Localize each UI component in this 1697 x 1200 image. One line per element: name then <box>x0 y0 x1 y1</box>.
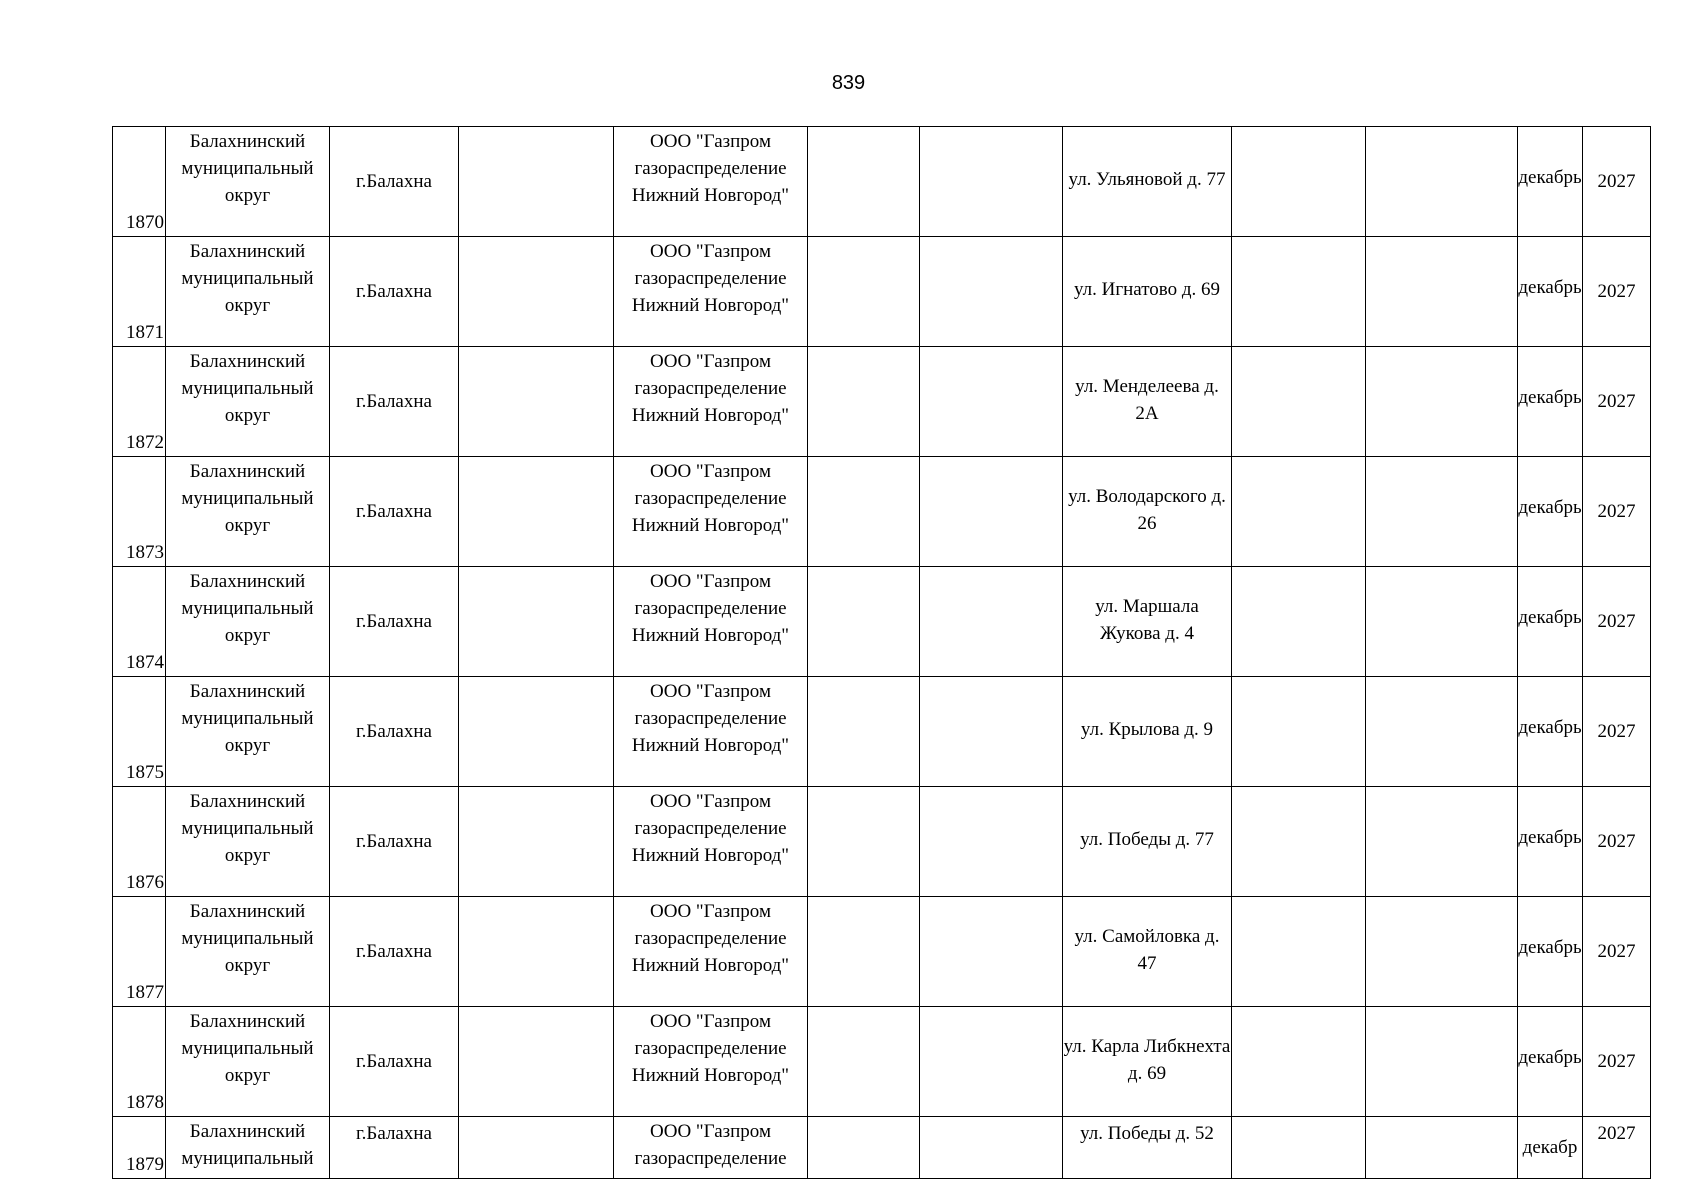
organization-cell: ООО "Газпром газораспределение Нижний Новгород" <box>614 897 808 1007</box>
empty-cell <box>1366 1117 1518 1179</box>
organization-cell: ООО "Газпром газораспределение <box>614 1117 808 1179</box>
empty-cell <box>808 677 920 787</box>
empty-cell <box>459 347 614 457</box>
empty-cell <box>808 567 920 677</box>
month-cell: декабрь <box>1518 677 1583 787</box>
address-cell: ул. Победы д. 52 <box>1063 1117 1232 1179</box>
empty-cell <box>459 1007 614 1117</box>
year-cell: 2027 <box>1583 677 1651 787</box>
table-body <box>113 127 1651 1179</box>
empty-cell <box>1232 457 1366 567</box>
organization-cell: ООО "Газпром газораспределение Нижний Новгород" <box>614 567 808 677</box>
municipality-cell: Балахнинский муниципальный округ <box>166 677 330 787</box>
empty-cell <box>920 127 1063 237</box>
address-cell: ул. Володарского д. 26 <box>1063 457 1232 567</box>
city-cell: г.Балахна <box>330 897 459 1007</box>
address-cell: ул. Карла Либкнехта д. 69 <box>1063 1007 1232 1117</box>
empty-cell <box>1366 457 1518 567</box>
month-cell: декабр <box>1518 1117 1583 1179</box>
empty-cell <box>1232 567 1366 677</box>
empty-cell <box>808 1007 920 1117</box>
city-cell: г.Балахна <box>330 677 459 787</box>
empty-cell <box>920 1117 1063 1179</box>
municipality-cell: Балахнинский муниципальный округ <box>166 1007 330 1117</box>
empty-cell <box>920 1007 1063 1117</box>
year-cell: 2027 <box>1583 347 1651 457</box>
empty-cell <box>459 897 614 1007</box>
organization-cell: ООО "Газпром газораспределение Нижний Новгород" <box>614 347 808 457</box>
organization-cell: ООО "Газпром газораспределение Нижний Новгород" <box>614 677 808 787</box>
table-row <box>113 897 1651 1007</box>
empty-cell <box>459 787 614 897</box>
empty-cell <box>1232 347 1366 457</box>
organization-cell: ООО "Газпром газораспределение Нижний Новгород" <box>614 1007 808 1117</box>
table-row <box>113 457 1651 567</box>
municipality-cell: Балахнинский муниципальный округ <box>166 897 330 1007</box>
organization-cell: ООО "Газпром газораспределение Нижний Новгород" <box>614 457 808 567</box>
empty-cell <box>920 457 1063 567</box>
year-cell: 2027 <box>1583 1007 1651 1117</box>
year-cell: 2027 <box>1583 567 1651 677</box>
row-number: 1875 <box>113 677 166 787</box>
month-cell: декабрь <box>1518 1007 1583 1117</box>
table-row <box>113 237 1651 347</box>
table-row <box>113 1007 1651 1117</box>
year-cell: 2027 <box>1583 787 1651 897</box>
registry-table <box>112 126 1651 1179</box>
address-cell: ул. Самойловка д. 47 <box>1063 897 1232 1007</box>
organization-cell: ООО "Газпром газораспределение Нижний Новгород" <box>614 127 808 237</box>
empty-cell <box>1366 1007 1518 1117</box>
empty-cell <box>1366 787 1518 897</box>
empty-cell <box>808 787 920 897</box>
empty-cell <box>808 897 920 1007</box>
empty-cell <box>1366 897 1518 1007</box>
city-cell: г.Балахна <box>330 1117 459 1179</box>
address-cell: ул. Игнатово д. 69 <box>1063 237 1232 347</box>
empty-cell <box>1232 1117 1366 1179</box>
empty-cell <box>1366 347 1518 457</box>
empty-cell <box>1232 897 1366 1007</box>
row-number: 1876 <box>113 787 166 897</box>
municipality-cell: Балахнинский муниципальный округ <box>166 567 330 677</box>
municipality-cell: Балахнинский муниципальный <box>166 1117 330 1179</box>
month-cell: декабрь <box>1518 127 1583 237</box>
city-cell: г.Балахна <box>330 1007 459 1117</box>
organization-cell: ООО "Газпром газораспределение Нижний Новгород" <box>614 787 808 897</box>
month-cell: декабрь <box>1518 787 1583 897</box>
page-number: 839 <box>831 72 866 94</box>
address-cell: ул. Менделеева д. 2А <box>1063 347 1232 457</box>
table-row <box>113 567 1651 677</box>
empty-cell <box>920 897 1063 1007</box>
row-number: 1870 <box>113 127 166 237</box>
empty-cell <box>1232 237 1366 347</box>
empty-cell <box>808 457 920 567</box>
city-cell: г.Балахна <box>330 127 459 237</box>
empty-cell <box>808 127 920 237</box>
empty-cell <box>459 567 614 677</box>
year-cell: 2027 <box>1583 1117 1651 1179</box>
year-cell: 2027 <box>1583 897 1651 1007</box>
municipality-cell: Балахнинский муниципальный округ <box>166 237 330 347</box>
row-number: 1877 <box>113 897 166 1007</box>
row-number: 1878 <box>113 1007 166 1117</box>
organization-cell: ООО "Газпром газораспределение Нижний Новгород" <box>614 237 808 347</box>
year-cell: 2027 <box>1583 237 1651 347</box>
month-cell: декабрь <box>1518 567 1583 677</box>
year-cell: 2027 <box>1583 127 1651 237</box>
table-row <box>113 1117 1651 1179</box>
row-number: 1879 <box>113 1117 166 1179</box>
row-number: 1873 <box>113 457 166 567</box>
table-row <box>113 347 1651 457</box>
address-cell: ул. Ульяновой д. 77 <box>1063 127 1232 237</box>
municipality-cell: Балахнинский муниципальный округ <box>166 127 330 237</box>
empty-cell <box>808 237 920 347</box>
empty-cell <box>1366 237 1518 347</box>
address-cell: ул. Победы д. 77 <box>1063 787 1232 897</box>
address-cell: ул. Маршала Жукова д. 4 <box>1063 567 1232 677</box>
table-row <box>113 787 1651 897</box>
municipality-cell: Балахнинский муниципальный округ <box>166 457 330 567</box>
empty-cell <box>1232 677 1366 787</box>
city-cell: г.Балахна <box>330 237 459 347</box>
table-row <box>113 127 1651 237</box>
table-row <box>113 677 1651 787</box>
empty-cell <box>1232 127 1366 237</box>
month-cell: декабрь <box>1518 457 1583 567</box>
month-cell: декабрь <box>1518 237 1583 347</box>
empty-cell <box>920 237 1063 347</box>
municipality-cell: Балахнинский муниципальный округ <box>166 347 330 457</box>
empty-cell <box>1366 567 1518 677</box>
empty-cell <box>920 677 1063 787</box>
municipality-cell: Балахнинский муниципальный округ <box>166 787 330 897</box>
empty-cell <box>459 127 614 237</box>
empty-cell <box>1232 1007 1366 1117</box>
month-cell: декабрь <box>1518 897 1583 1007</box>
month-cell: декабрь <box>1518 347 1583 457</box>
empty-cell <box>1366 127 1518 237</box>
city-cell: г.Балахна <box>330 347 459 457</box>
empty-cell <box>808 1117 920 1179</box>
year-cell: 2027 <box>1583 457 1651 567</box>
empty-cell <box>459 1117 614 1179</box>
empty-cell <box>1366 677 1518 787</box>
city-cell: г.Балахна <box>330 787 459 897</box>
row-number: 1872 <box>113 347 166 457</box>
row-number: 1871 <box>113 237 166 347</box>
empty-cell <box>459 677 614 787</box>
empty-cell <box>920 787 1063 897</box>
empty-cell <box>459 457 614 567</box>
empty-cell <box>920 567 1063 677</box>
address-cell: ул. Крылова д. 9 <box>1063 677 1232 787</box>
empty-cell <box>459 237 614 347</box>
city-cell: г.Балахна <box>330 567 459 677</box>
city-cell: г.Балахна <box>330 457 459 567</box>
empty-cell <box>1232 787 1366 897</box>
empty-cell <box>920 347 1063 457</box>
row-number: 1874 <box>113 567 166 677</box>
empty-cell <box>808 347 920 457</box>
